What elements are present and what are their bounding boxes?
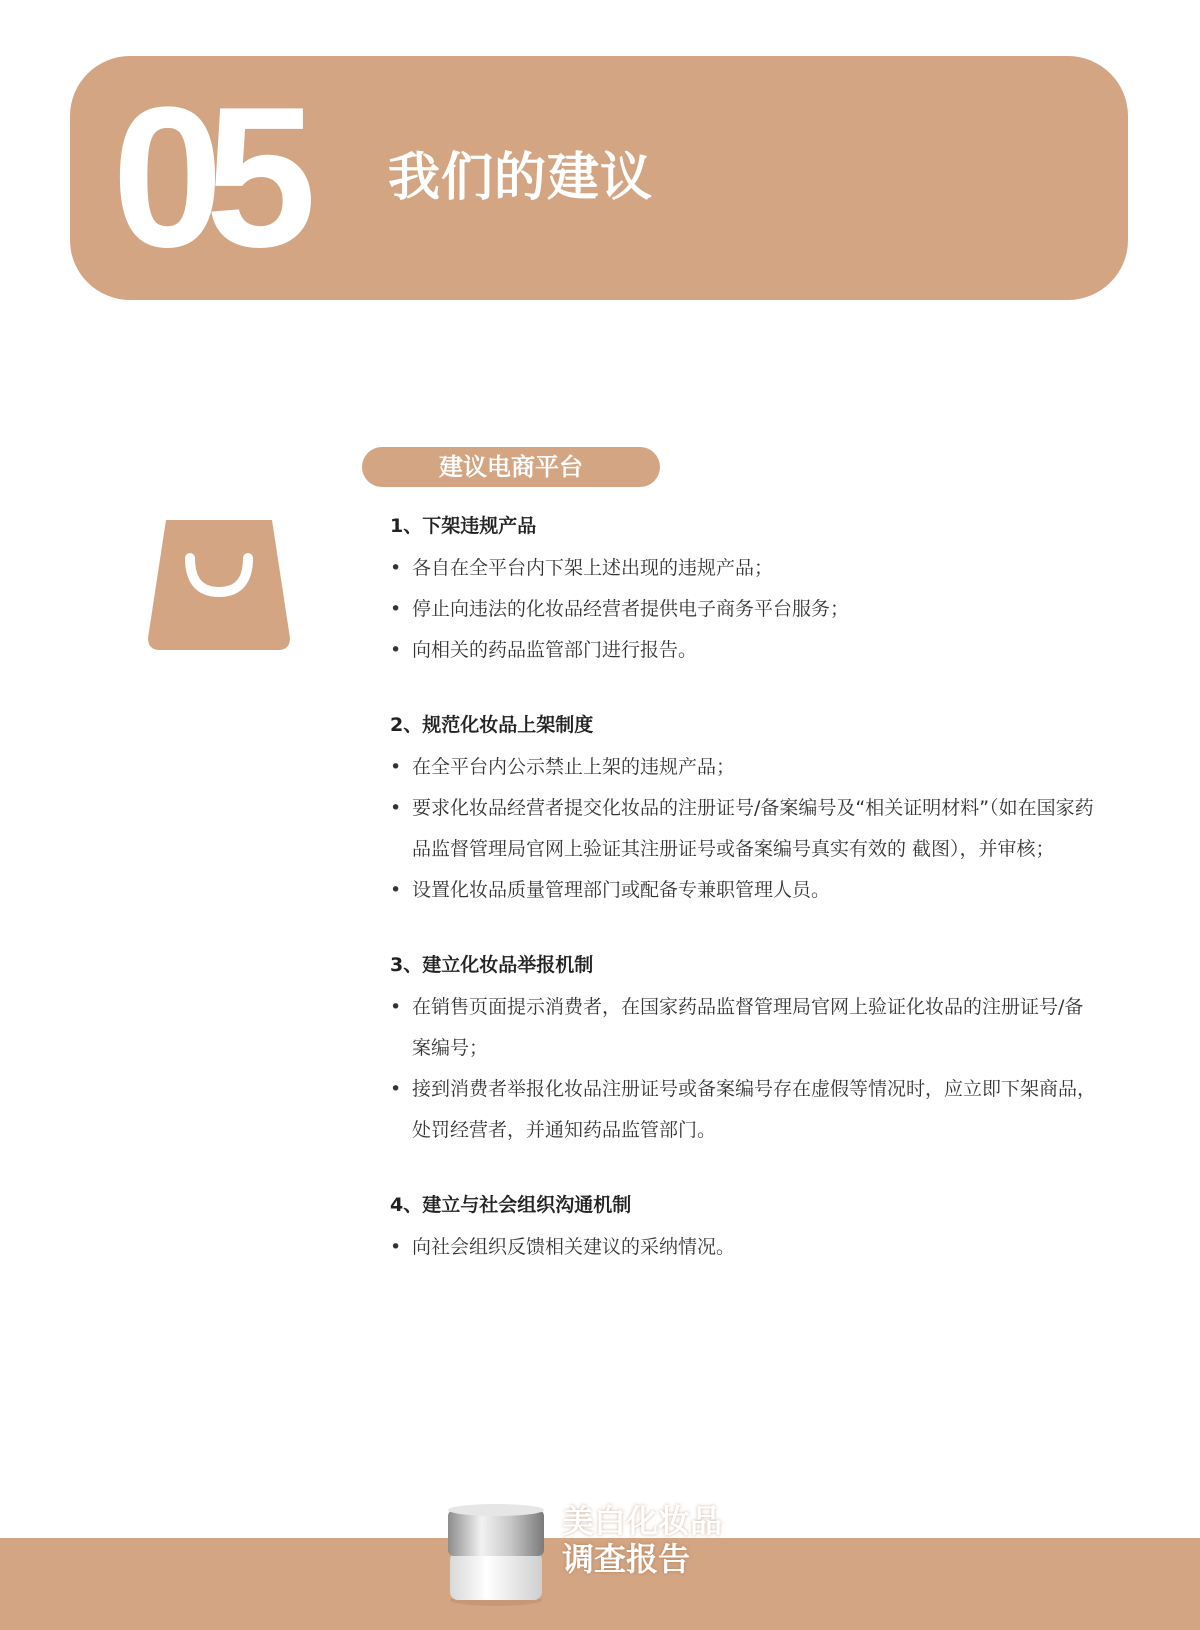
report-title bbox=[562, 1502, 722, 1578]
recommendation-group-2 bbox=[390, 705, 1100, 911]
list-item: • 在销售页面提示消费者，在国家药品监督管理局官网上验证化妆品的注册证号/备案编号； bbox=[390, 987, 1100, 1069]
group-title: 2、规范化妆品上架制度 bbox=[390, 714, 594, 736]
shopping-bag-icon bbox=[148, 520, 290, 650]
list-item: • 向社会组织反馈相关建议的采纳情况。 bbox=[390, 1227, 1100, 1268]
group-title: 3、建立化妆品举报机制 bbox=[390, 954, 594, 976]
report-title-line2: 调查报告 bbox=[562, 1540, 691, 1578]
list-item: • 设置化妆品质量管理部门或配备专兼职管理人员。 bbox=[390, 870, 1100, 911]
cream-jar-icon bbox=[444, 1500, 548, 1608]
recommendations-content bbox=[390, 506, 1100, 1302]
header-banner bbox=[70, 56, 1128, 300]
chapter-title: 我们的建议 bbox=[388, 148, 654, 208]
chapter-number: 05 bbox=[112, 66, 299, 289]
list-item: • 接到消费者举报化妆品注册证号或备案编号存在虚假等情况时，应立即下架商品，处罚经营者，并通知药品监管部门。 bbox=[390, 1069, 1100, 1151]
list-item: • 要求化妆品经营者提交化妆品的注册证号/备案编号及“相关证明材料”（如在国家药品监督管理局官网上验证其注册证号或备案编号真实有效的 截图），并审核； bbox=[390, 788, 1100, 870]
list-item: • 在全平台内公示禁止上架的违规产品； bbox=[390, 747, 1100, 788]
group-title: 1、下架违规产品 bbox=[390, 515, 537, 537]
group-title: 4、建立与社会组织沟通机制 bbox=[390, 1194, 632, 1216]
section-label: 建议电商平台 bbox=[362, 447, 660, 487]
recommendation-group-4 bbox=[390, 1185, 1100, 1268]
list-item: • 各自在全平台内下架上述出现的违规产品； bbox=[390, 548, 1100, 589]
recommendation-group-1 bbox=[390, 506, 1100, 671]
report-title-line1: 美白化妆品 bbox=[562, 1502, 723, 1540]
list-item: • 停止向违法的化妆品经营者提供电子商务平台服务； bbox=[390, 589, 1100, 630]
recommendation-group-3 bbox=[390, 945, 1100, 1151]
list-item: • 向相关的药品监管部门进行报告。 bbox=[390, 630, 1100, 671]
